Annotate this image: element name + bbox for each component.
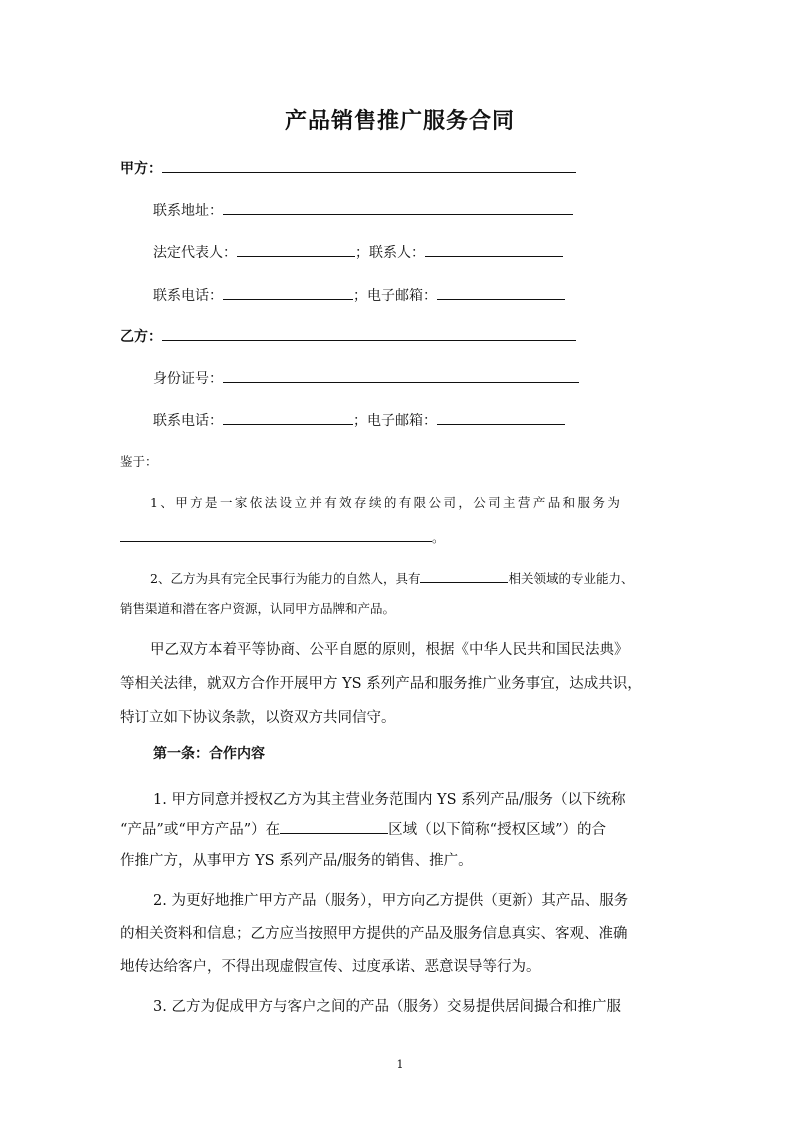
intro-line-1: 甲乙双方本着平等协商、公平自愿的原则，根据《中华人民共和国民法典》 [150,642,629,658]
article-1-para-3-line-1: 3. 乙方为促成甲方与客户之间的产品（服务）交易提供居间撮合和推广服 [153,999,621,1015]
party-a-rep-row [153,242,563,262]
whereas-clause-2-line-1 [150,569,633,587]
article-1-para-1-line-2 [120,818,606,839]
party-b-id-label: 身份证号： [153,371,223,387]
page-number: 1 [396,1058,404,1071]
region-blank [280,832,388,834]
whereas-clause-1-line-2 [120,528,445,546]
main-business-blank [120,540,432,542]
party-b-phone-row [153,410,565,430]
party-b-phone-label: 联系电话： [153,413,223,429]
party-a-rep-blank [237,255,355,257]
party-a-block [120,158,576,178]
field-blank [420,581,508,583]
party-b-name-blank [162,339,576,341]
party-a-phone-row [153,285,565,305]
party-a-address-blank [223,213,573,215]
party-a-phone-blank [223,298,353,300]
party-a-name-blank [162,171,576,173]
party-a-address-row [153,200,573,220]
article-1-para-2-line-3: 地传达给客户，不得出现虚假宣传、过度承诺、恶意误导等行为。 [120,959,541,975]
party-a-phone-label: 联系电话： [153,288,223,304]
party-a-email-blank [437,298,565,300]
article-1-para-1-line-1: 1. 甲方同意并授权乙方为其主营业务范围内 YS 系列产品/服务（以下统称 [153,792,626,808]
para-1-text-pre: “产品”或“甲方产品”）在 [120,822,281,838]
separator: ； [353,413,367,429]
period: 。 [432,530,445,545]
party-a-address-label: 联系地址： [153,203,223,219]
clause-2-text-post: 相关领域的专业能力、 [508,571,634,586]
article-1-para-1-line-3: 作推广方，从事甲方 YS 系列产品/服务的销售、推广。 [120,853,473,869]
intro-line-3: 特订立如下协议条款，以资双方共同信守。 [120,710,396,726]
party-a-label: 甲方： [120,161,162,177]
party-b-id-row [153,368,579,388]
intro-line-2: 等相关法律，就双方合作开展甲方 YS 系列产品和服务推广业务事宜，达成共识， [120,676,642,692]
party-a-contact-blank [425,255,563,257]
separator: ； [353,288,367,304]
article-1-para-2-line-2: 的相关资料和信息；乙方应当按照甲方提供的产品及服务信息真实、客观、准确 [120,926,628,942]
clause-2-text-pre: 2、乙方为具有完全民事行为能力的自然人，具有 [150,571,421,586]
party-a-rep-label: 法定代表人： [153,245,237,261]
whereas-clause-2-line-2: 销售渠道和潜在客户资源，认同甲方品牌和产品。 [120,601,396,616]
whereas-clause-1-line-1: 1、甲方是一家依法设立并有效存续的有限公司，公司主营产品和服务为 [150,495,623,510]
article-1-heading: 第一条：合作内容 [153,746,265,762]
party-b-email-blank [437,423,565,425]
article-1-para-2-line-1: 2. 为更好地推广甲方产品（服务），甲方向乙方提供（更新）其产品、服务 [153,893,629,909]
separator: ； [355,245,369,261]
party-b-phone-blank [223,423,353,425]
party-b-email-label: 电子邮箱： [367,413,437,429]
whereas-heading: 鉴于： [120,454,158,469]
page-title: 产品销售推广服务合同 [284,109,515,134]
party-b-id-blank [223,381,579,383]
para-1-text-post: 区域（以下简称“授权区域”）的合 [388,822,606,838]
party-b-block [120,326,576,346]
party-a-email-label: 电子邮箱： [367,288,437,304]
party-b-label: 乙方： [120,329,162,345]
party-a-contact-label: 联系人： [369,245,425,261]
